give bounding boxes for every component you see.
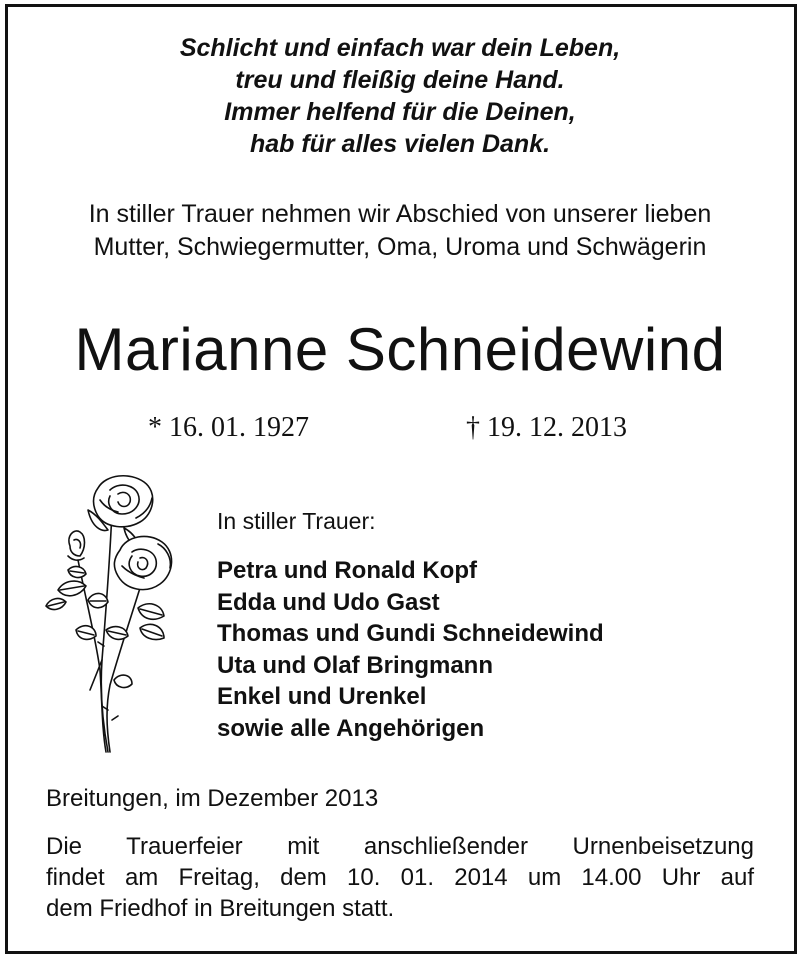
mourner-entry: Petra und Ronald Kopf [217, 557, 477, 584]
verse-line: treu und fleißig deine Hand. [235, 66, 565, 94]
death-date: † 19. 12. 2013 [466, 412, 627, 443]
intro-line: Mutter, Schwiegermutter, Oma, Uroma und Schwägerin [93, 233, 707, 261]
verse-line: Schlicht und einfach war dein Leben, [179, 34, 621, 62]
verse-line: hab für alles vielen Dank. [249, 130, 551, 158]
mourners-label: In stiller Trauer: [217, 508, 376, 534]
mourner-entry: Thomas und Gundi Schneidewind [217, 620, 604, 647]
verse-line: Immer helfend für die Deinen, [224, 98, 576, 126]
mourner-entry: Uta und Olaf Bringmann [217, 651, 493, 679]
deceased-name: Marianne Schneidewind [74, 316, 726, 383]
farewell-intro [0, 198, 800, 264]
place-and-date: Breitungen, im Dezember 2013 [46, 785, 379, 812]
memorial-verse [0, 32, 800, 160]
rose-illustration [40, 470, 180, 760]
service-line: findet am Freitag, dem 10. 01. 2014 um 14.00 Uhr auf [46, 864, 754, 891]
mourners-list [217, 555, 604, 744]
birth-date: * 16. 01. 1927 [148, 412, 309, 443]
mourner-entry: sowie alle Angehörigen [217, 714, 485, 742]
service-line: Die Trauerfeier mit anschließender Urnenbeisetzung [46, 833, 754, 860]
service-line: dem Friedhof in Breitungen statt. [46, 895, 395, 922]
intro-line: In stiller Trauer nehmen wir Abschied von unserer lieben [88, 200, 712, 228]
mourner-entry: Enkel und Urenkel [217, 683, 427, 710]
funeral-service-notice [46, 831, 754, 924]
mourner-entry: Edda und Udo Gast [217, 588, 440, 616]
